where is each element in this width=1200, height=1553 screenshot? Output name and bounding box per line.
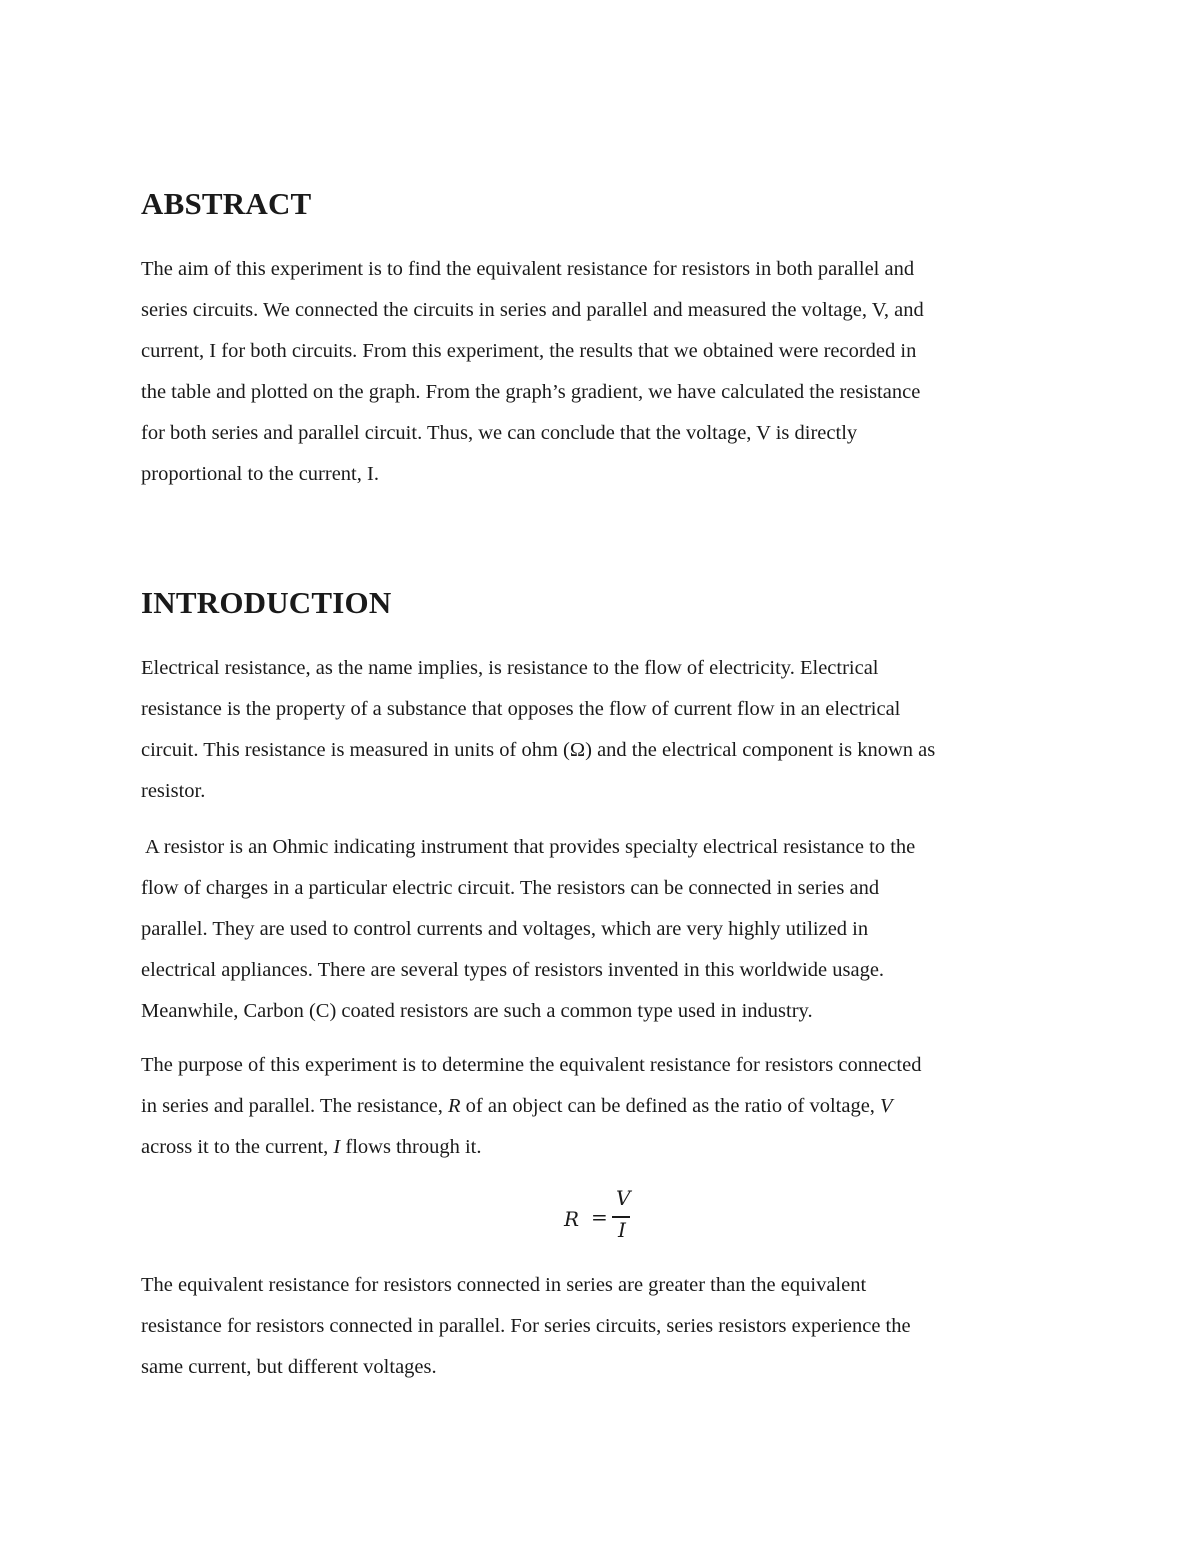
- equation-numerator: V: [616, 1186, 631, 1210]
- equation-equals-sign: =: [591, 1205, 608, 1229]
- intro-line: flow of charges in a particular electric circuit. The resistors can be connected in series and: [141, 877, 880, 899]
- abstract-line: current, I for both circuits. From this experiment, the results that we obtained were recorded in: [141, 340, 917, 362]
- intro-line: resistance is the property of a substance that opposes the flow of current flow in an electrical: [141, 698, 901, 720]
- intro-line: [141, 1086, 1061, 1127]
- intro-line: same current, but different voltages.: [141, 1356, 437, 1378]
- introduction-paragraph-2: [141, 827, 1061, 1032]
- abstract-line: the table and plotted on the graph. From the graph’s gradient, we have calculated the resistance: [141, 381, 921, 403]
- introduction-heading: INTRODUCTION: [141, 585, 392, 620]
- intro-line: Meanwhile, Carbon (C) coated resistors are such a common type used in industry.: [141, 1000, 813, 1022]
- abstract-line: series circuits. We connected the circuits in series and parallel and measured the voltage, V, and: [141, 299, 924, 321]
- intro-line: resistance for resistors connected in parallel. For series circuits, series resistors experience the: [141, 1315, 911, 1337]
- variable-i: I: [333, 1136, 341, 1158]
- variable-v: V: [880, 1095, 893, 1117]
- text-run: of an object can be defined as the ratio of voltage,: [460, 1095, 881, 1117]
- introduction-paragraph-4: [141, 1265, 1061, 1388]
- equation-lhs: R: [564, 1207, 580, 1231]
- intro-line: parallel. They are used to control currents and voltages, which are very highly utilized in: [141, 918, 869, 940]
- abstract-line: The aim of this experiment is to find the equivalent resistance for resistors in both parallel and: [141, 258, 915, 280]
- abstract-heading: ABSTRACT: [141, 186, 312, 221]
- abstract-line: for both series and parallel circuit. Thus, we can conclude that the voltage, V is directly: [141, 422, 858, 444]
- introduction-paragraph-1: [141, 648, 1061, 812]
- intro-line: Electrical resistance, as the name implies, is resistance to the flow of electricity. Electrical: [141, 657, 879, 679]
- intro-line: circuit. This resistance is measured in units of ohm (Ω) and the electrical component is known as: [141, 739, 936, 761]
- introduction-paragraph-3: [141, 1045, 1061, 1168]
- intro-line: The equivalent resistance for resistors connected in series are greater than the equivalent: [141, 1274, 867, 1296]
- abstract-paragraph: [141, 249, 1061, 495]
- text-run: flows through it.: [340, 1136, 482, 1158]
- text-run: in series and parallel. The resistance,: [141, 1095, 448, 1117]
- intro-line: resistor.: [141, 780, 206, 802]
- equation-denominator: I: [618, 1218, 626, 1242]
- intro-line: [141, 1127, 1061, 1168]
- resistance-equation: [561, 1186, 641, 1246]
- abstract-line: proportional to the current, I.: [141, 463, 379, 485]
- intro-line: electrical appliances. There are several types of resistors invented in this worldwide usage.: [141, 959, 885, 981]
- variable-r: R: [448, 1095, 461, 1117]
- intro-line: The purpose of this experiment is to determine the equivalent resistance for resistors connected: [141, 1054, 922, 1076]
- intro-line: A resistor is an Ohmic indicating instrument that provides specialty electrical resistance to the: [141, 836, 916, 858]
- text-run: across it to the current,: [141, 1136, 334, 1158]
